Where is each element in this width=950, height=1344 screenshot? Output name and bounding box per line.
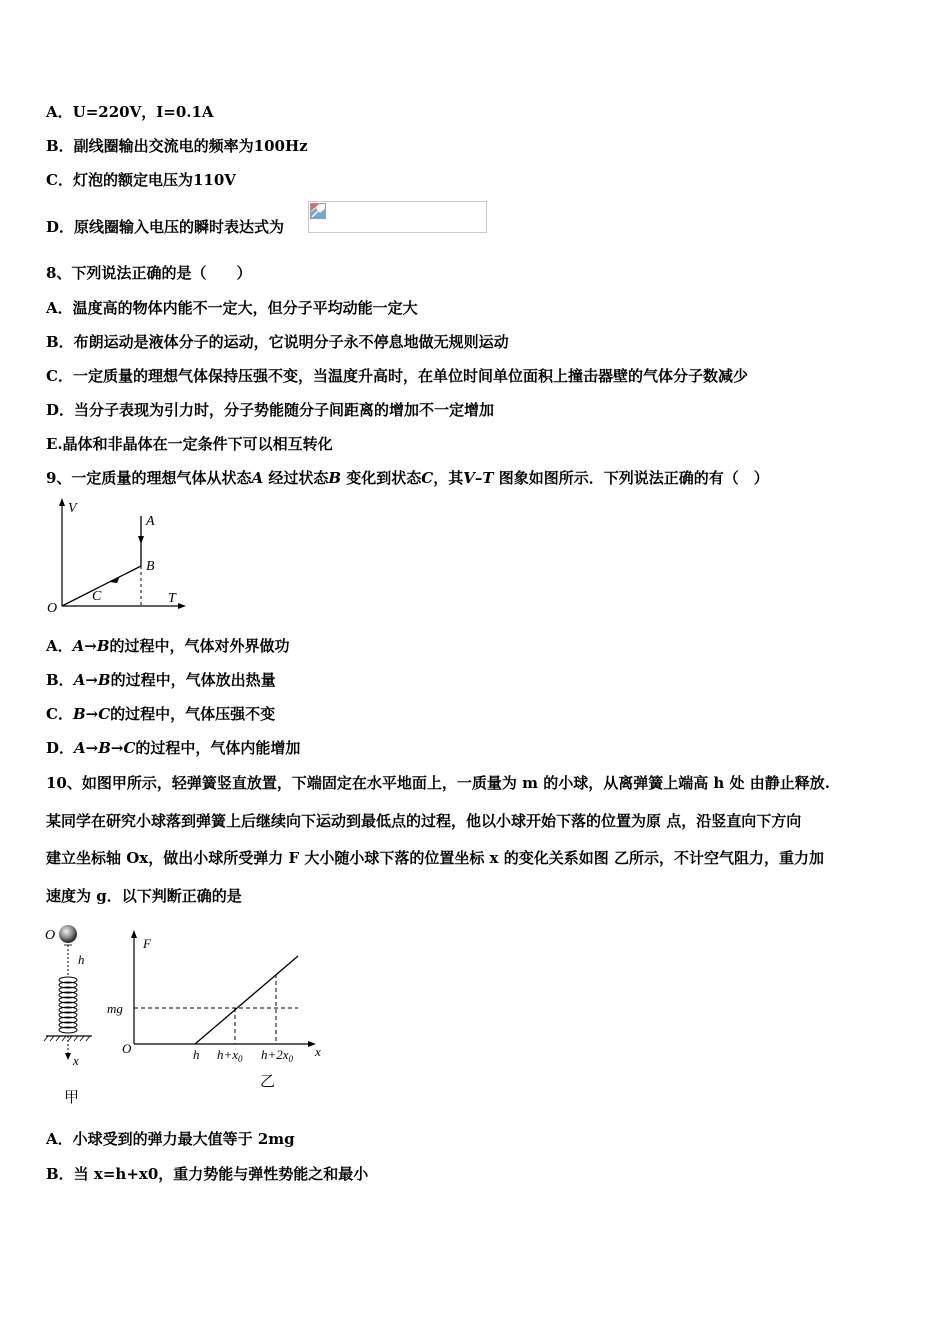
ball (59, 925, 77, 943)
tick-h-plus-2x0: $h+2x_0$ (261, 1047, 294, 1064)
fig-jia-x: x (73, 1053, 79, 1068)
x-axis-down-arrow (65, 1053, 71, 1060)
q7-option-a: A．U=220V，I=0.1A (46, 103, 214, 121)
q10-stem-line3: 建立坐标轴 Ox，做出小球所受弹力 F 大小随小球下落的位置坐标 x 的变化关系如图 乙所示，不计空气阻力，重力加 (46, 849, 824, 867)
arrow-a-b (138, 536, 144, 544)
q10-option-a: A．小球受到的弹力最大值等于 2mg (46, 1130, 295, 1148)
q9-option-c: C．B→C的过程中，气体压强不变 (46, 705, 276, 723)
spring-figure (40, 918, 112, 1108)
f-axis-arrow (131, 930, 137, 938)
fig-yi-caption: 乙 (260, 1074, 276, 1090)
tick-h: h (193, 1047, 200, 1062)
axis-label-x: x (315, 1044, 321, 1059)
vt-graph (44, 496, 190, 616)
q9-option-b: B．A→B的过程中，气体放出热量 (46, 671, 276, 689)
q8-option-c: C．一定质量的理想气体保持压强不变，当温度升高时，在单位时间单位面积上撞击器壁的气体分子数减少 (46, 367, 748, 385)
q7-option-b: B．副线圈输出交流电的频率为100Hz (46, 137, 308, 155)
fig-jia-caption: 甲 (64, 1090, 80, 1106)
q9-option-d: D．A→B→C的过程中，气体内能增加 (46, 739, 301, 757)
force-position-graph (107, 926, 336, 1092)
fig-jia-h: h (78, 952, 85, 967)
process-b-c (62, 566, 141, 606)
point-label-a: A (146, 514, 155, 529)
v-axis-arrow (59, 498, 65, 506)
ground-hatching (44, 1036, 90, 1041)
tick-h-plus-x0: $h+x_0$ (217, 1047, 243, 1064)
axis-label-v: V (68, 501, 77, 516)
q8-option-e: E.晶体和非晶体在一定条件下可以相互转化 (46, 435, 333, 453)
q7-option-d: D．原线圈输入电压的瞬时表达式为 (46, 218, 285, 236)
origin-label: O (47, 601, 58, 616)
q8-option-b: B．布朗运动是液体分子的运动，它说明分子永不停息地做无规则运动 (46, 333, 509, 351)
fig-jia-origin: O (45, 928, 56, 943)
axis-label-f: F (143, 936, 151, 951)
q7-option-c: C．灯泡的额定电压为110V (46, 171, 236, 189)
force-line (195, 956, 298, 1044)
spring (59, 977, 77, 1033)
q9-stem: 9、一定质量的理想气体从状态A 经过状态B 变化到状态C，其V–T 图象如图所示．下列说法正确的有（ ） (46, 469, 769, 487)
axis-label-t: T (168, 591, 176, 606)
mg-label: mg (107, 1001, 123, 1016)
broken-formula-image (308, 201, 487, 233)
q10-stem-line1: 10、如图甲所示，轻弹簧竖直放置，下端固定在水平地面上，一质量为 m 的小球，从离弹簧上端高 h 处 由静止释放. (46, 774, 830, 792)
arrow-b-c (110, 576, 120, 583)
origin-label-f: O (122, 1041, 132, 1056)
q9-option-a: A．A→B的过程中，气体对外界做功 (46, 637, 290, 655)
q10-stem-line4: 速度为 g．以下判断正确的是 (46, 887, 242, 905)
point-label-c: C (92, 589, 102, 604)
q8-option-a: A．温度高的物体内能不一定大，但分子平均动能一定大 (46, 299, 418, 317)
q8-stem: 8、下列说法正确的是（ ） (46, 264, 252, 282)
q8-option-d: D．当分子表现为引力时，分子势能随分子间距离的增加不一定增加 (46, 401, 495, 419)
t-axis-arrow (178, 603, 186, 609)
broken-image-icon (310, 203, 326, 219)
q10-stem-line2: 某同学在研究小球落到弹簧上后继续向下运动到最低点的过程，他以小球开始下落的位置为原 点，沿竖直向下方向 (46, 812, 802, 830)
q10-option-b: B．当 x=h+x0，重力势能与弹性势能之和最小 (46, 1165, 369, 1183)
point-label-b: B (146, 559, 155, 574)
